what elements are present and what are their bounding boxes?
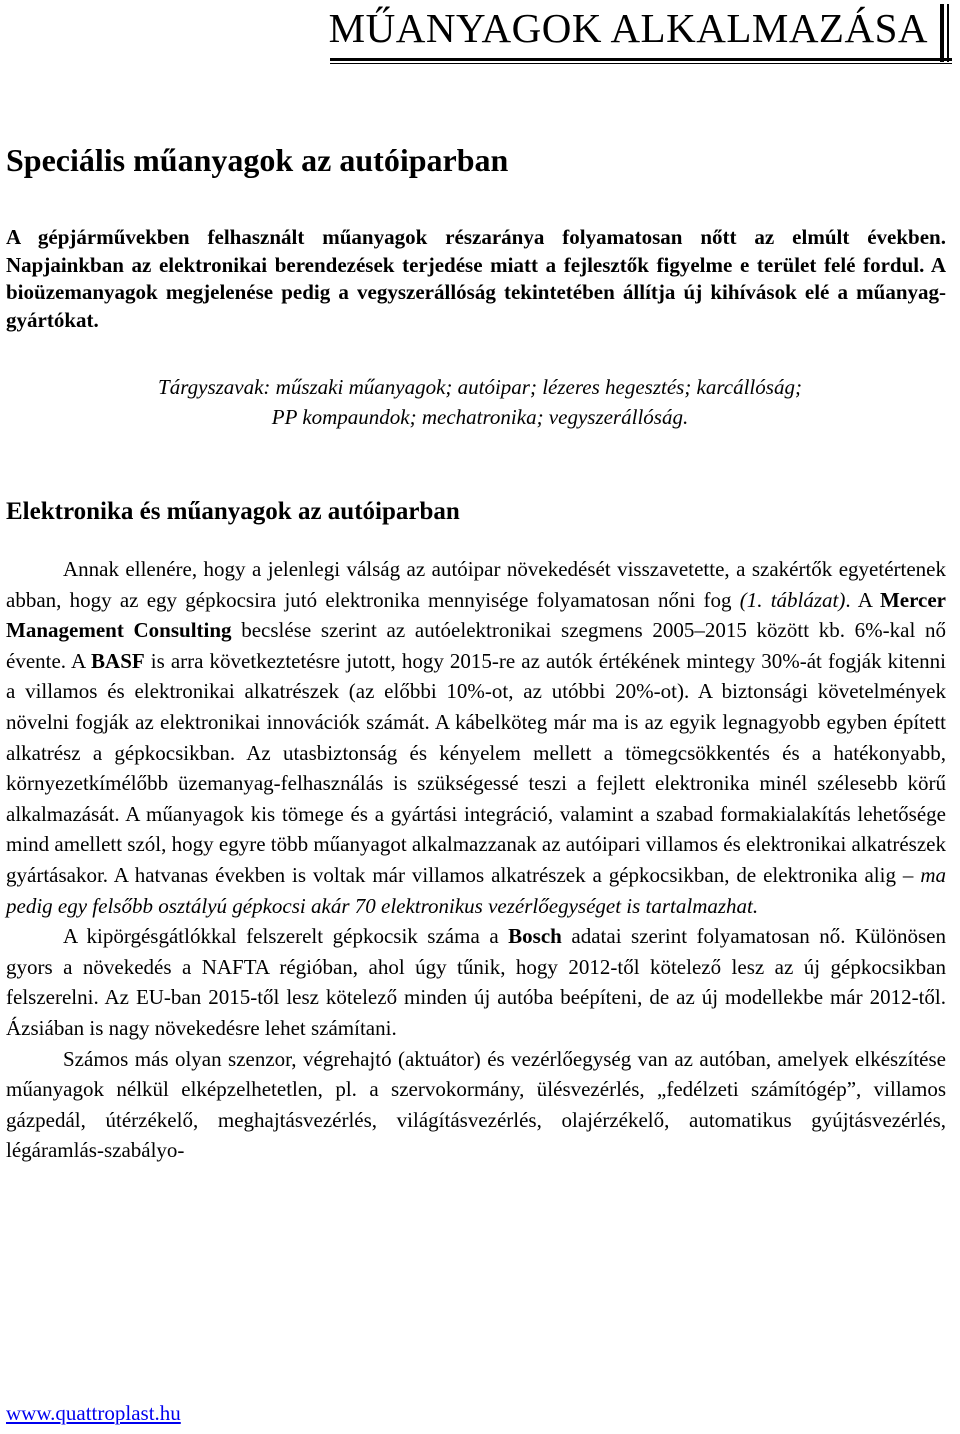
company-bosch: Bosch: [508, 924, 562, 949]
keywords-line-2: PP kompaundok; mechatronika; vegyszerállóság.: [271, 405, 689, 429]
header-vertical-rule-thick: [940, 4, 944, 62]
body-paragraph-1: [6, 554, 946, 921]
page-header: [0, 0, 960, 64]
header-vertical-rule-thin: [947, 4, 949, 62]
company-mercer: Mercer Management Consulting: [6, 587, 946, 643]
running-header-title: MŰANYAGOK ALKALMAZÁSA: [328, 5, 928, 51]
keywords-line-1: Tárgyszavak: műszaki műanyagok; autóipar; lézeres hegesztés; karcállóság;: [158, 375, 802, 399]
company-basf: BASF: [91, 648, 145, 673]
body-paragraph-3: Számos más olyan szenzor, végrehajtó (aktuátor) és vezérlőegység van az autóban, amelyek elkészítése műanyagok nélkül elképzelhetetlen, pl. a szervokormány, ülésvezérlés, „fedélzeti számítógép”, villamos gázpedál, útérzékelő, meghajtásvezérlés, világításvezérlés, olajérzékelő, automatikus gyújtásvezérlés, légáramlás-szabályo-: [6, 1046, 946, 1163]
p1-italic-quote: – ma pedig egy felsőbb osztályú gépkocsi akár 70 elektronikus vezérlőegységet is tartalmazhat.: [6, 862, 946, 918]
p2-text-c: adatai szerint folyamatosan nő. Különösen gyors a növekedés a NAFTA régióban, ahol úgy tűnik, hogy 2012-től kötelező lesz az új gépkocsikban felszerelni. Az EU-ban 2015-től lesz kötelező minden új autóba beépíteni, de az új modellekbe már 2012-től. Ázsiában is nagy növekedésre lehet számítani.: [6, 924, 946, 1040]
p2-text-a: A kipörgésgátlókkal felszerelt gépkocsik száma a: [63, 924, 509, 949]
article-title: Speciális műanyagok az autóiparban: [6, 142, 509, 178]
article-body: [6, 554, 946, 1166]
p1-text-g: is arra következtetésre jutott, hogy 2015-re az autók értékének mintegy 30%-át fogják kitenni a villamos és elektronikai alkatrészek (az előbbi 10%-ot, az utóbbi 20%-ot). A biztonsági követelmények növelni fogják az elektronikai innovációk számát. A kábelköteg már ma is az egyik legnagyobb egyben épített alkatrész a gépkocsikban. Az utasbiztonság és kényelem mellett a tömegcsökkentés és a hatékonyabb, környezetkímélőbb üzemanyag-felhasználás is szükségessé teszi a fejlett elektronika minél szélesebb körű alkalmazását. A műanyagok kis tömege és a gyártási integráció, valamint a szabad formakialakítás lehetősége mind amellett szól, hogy egyre több műanyagot alkalmazzanak az autóipari villamos és elektronikai alkatrészek gyártásakor. A hatvanas években is voltak már villamos alkatrészek a gépkocsikban, de elektronika alig: [6, 648, 946, 887]
table-reference: (1. táblázat): [739, 587, 846, 612]
p1-text-c: . A: [845, 587, 880, 612]
header-rule-thick: [330, 58, 952, 61]
footer-website-link[interactable]: www.quattroplast.hu: [6, 1401, 181, 1425]
section-heading: Elektronika és műanyagok az autóiparban: [6, 498, 460, 525]
header-rule-thin: [330, 63, 952, 64]
p1-text-a: Annak ellenére, hogy a jelenlegi válság az autóipar növekedését visszavetette, a szakértők egyetértenek abban, hogy az egy gépkocsira jutó elektronika mennyisége folyamatosan nőni fog: [6, 557, 946, 612]
p1-text-e: becslése szerint az autóelektronikai szegmens 2005–2015 között kb. 6%-kal nő évente. A: [6, 618, 946, 673]
article-abstract: A gépjárművekben felhasznált műanyagok részaránya folyamatosan nőtt az elmúlt években. Napjainkban az elektronikai berendezések terjedése miatt a fejlesztők figyelme e terület felé fordul. A bioüzemanyagok megjelenése pedig a vegyszerállóság tekintetében állítja új kihívások elé a műanyag-gyártókat.: [6, 225, 946, 332]
keywords: [40, 372, 920, 432]
body-paragraph-2: [6, 921, 946, 1043]
